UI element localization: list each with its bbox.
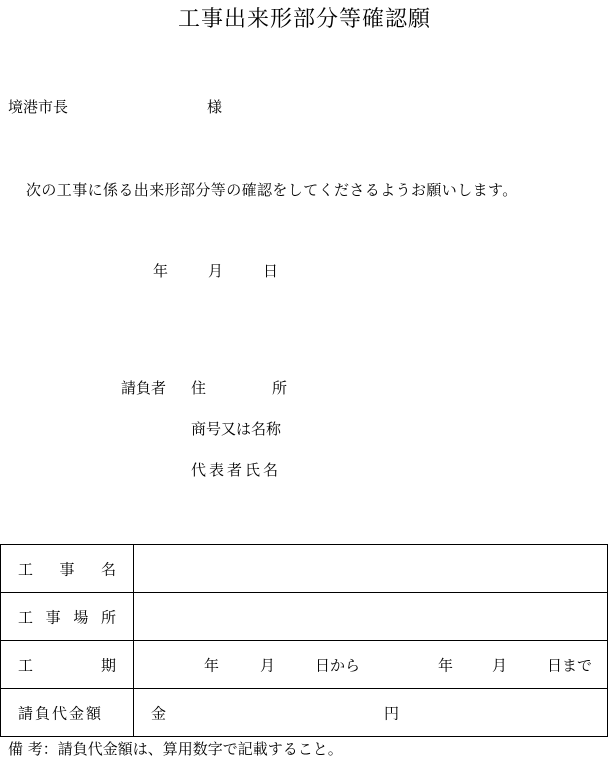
period-end-month: 月 bbox=[492, 656, 508, 674]
period-start-year: 年 bbox=[204, 656, 220, 674]
label-char: 期 bbox=[100, 656, 116, 674]
project-location-label bbox=[18, 606, 116, 627]
table-row bbox=[1, 545, 608, 593]
project-period-field[interactable] bbox=[134, 641, 608, 689]
label-char: 工 bbox=[18, 608, 34, 626]
table-row bbox=[1, 593, 608, 641]
label-char: 事 bbox=[45, 608, 61, 626]
project-location-label-cell bbox=[1, 593, 134, 641]
company-name-label: 商号又は名称 bbox=[191, 420, 282, 438]
contract-amount-label-cell bbox=[1, 689, 134, 737]
project-period-label-cell bbox=[1, 641, 134, 689]
label-char: 工 bbox=[18, 656, 34, 674]
address-label-part1: 住 bbox=[191, 379, 207, 397]
project-name-label-cell bbox=[1, 545, 134, 593]
contract-amount-field[interactable] bbox=[134, 689, 608, 737]
contract-amount-label: 請負代金額 bbox=[18, 704, 104, 722]
page-title: 工事出来形部分等確認願 bbox=[177, 7, 431, 32]
honorific: 様 bbox=[207, 98, 223, 116]
period-start-month: 月 bbox=[260, 656, 276, 674]
project-name-label bbox=[18, 558, 116, 579]
address-label-part2: 所 bbox=[272, 379, 288, 397]
label-char: 名 bbox=[100, 560, 116, 578]
table-row bbox=[1, 689, 608, 737]
label-char: 場 bbox=[73, 608, 89, 626]
table-row bbox=[1, 641, 608, 689]
contractor-label: 請負者 bbox=[121, 379, 167, 397]
addressee: 境港市長 bbox=[8, 98, 69, 116]
date-day-label: 日 bbox=[263, 262, 279, 280]
amount-suffix: 円 bbox=[384, 704, 400, 722]
label-char: 工 bbox=[18, 560, 34, 578]
period-end-year: 年 bbox=[438, 656, 454, 674]
project-location-field[interactable] bbox=[134, 593, 608, 641]
date-year-label: 年 bbox=[153, 262, 169, 280]
project-period-label bbox=[18, 654, 116, 675]
request-text: 次の工事に係る出来形部分等の確認をしてくださるようお願いします。 bbox=[26, 181, 518, 199]
label-char: 所 bbox=[100, 608, 116, 626]
date-month-label: 月 bbox=[208, 262, 224, 280]
project-info-table bbox=[0, 544, 608, 737]
period-start-day: 日から bbox=[315, 656, 361, 674]
label-char: 事 bbox=[59, 560, 75, 578]
note-text: 備 考：請負代金額は、算用数字で記載すること。 bbox=[8, 740, 343, 758]
amount-prefix: 金 bbox=[151, 704, 167, 722]
project-name-field[interactable] bbox=[134, 545, 608, 593]
representative-label: 代表者氏名 bbox=[191, 461, 282, 479]
period-end-day: 日まで bbox=[547, 656, 593, 674]
